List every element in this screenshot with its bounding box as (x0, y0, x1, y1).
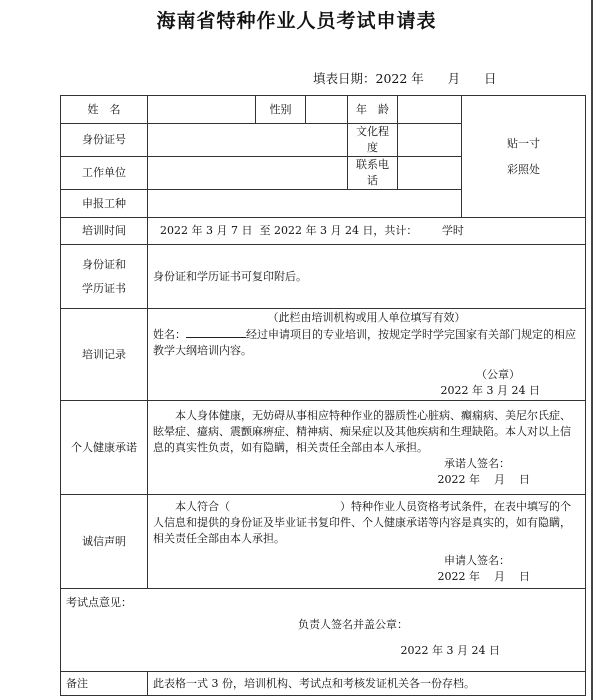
id-diploma-note: 身份证和学历证书可复印附后。 (148, 245, 586, 309)
exam-site-cell (61, 589, 586, 672)
trainee-name-blank[interactable] (186, 326, 246, 338)
integrity-text-pre: 本人符合（ (175, 499, 230, 513)
integrity-text-post: ）特种作业人员资格考试条件，在表中填写的个人信息和提供的身份证及毕业证书复印件、个人健康承诺等内容是真实的，如有隐瞒，相关责任全部由本人承担。 (153, 499, 571, 545)
application-form-table (60, 95, 586, 696)
exam-site-date: 2022 年 3 月 24 日 (400, 644, 500, 657)
employer-field[interactable] (148, 157, 348, 190)
integrity-date: 2022 年 月 日 (437, 569, 530, 583)
age-label: 年 龄 (348, 96, 398, 124)
job-type-field[interactable] (148, 190, 462, 218)
training-record-text: 经过申请项目的专业培训，按规定学时学完国家有关部门规定的相应教学大纲培训内容。 (153, 328, 576, 357)
remark-text: 此表格一式 3 份，培训机构、考试点和考核发证机关各一份存档。 (148, 672, 586, 696)
training-record-label: 培训记录 (61, 309, 148, 401)
exam-site-signature: 负责人签名并盖公章： (298, 618, 408, 631)
trainee-name-prefix: 姓名： (153, 328, 186, 341)
health-commitment-date: 2022 年 月 日 (437, 472, 530, 486)
exam-site-label: 考试点意见： (66, 596, 132, 609)
employer-label: 工作单位 (61, 157, 148, 190)
integrity-text (153, 499, 580, 547)
health-commitment-signature: 承诺人签名： (444, 456, 510, 470)
training-record-header: （此栏由培训机构或用人单位填写有效） (267, 311, 466, 324)
training-record-body (153, 326, 580, 359)
health-commitment-cell (148, 401, 586, 495)
job-type-label: 申报工种 (61, 190, 148, 218)
training-record-seal: （公章） (476, 368, 520, 381)
integrity-signature: 申请人签名： (444, 553, 510, 567)
training-record-cell (148, 309, 586, 401)
id-number-label: 身份证号 (61, 124, 148, 157)
id-diploma-label: 身份证和 学历证书 (61, 245, 148, 309)
remark-label: 备注 (61, 672, 148, 696)
fill-date: 填表日期：2022 年 月 日 (313, 71, 497, 86)
training-record-date: 2022 年 3 月 24 日 (440, 384, 540, 397)
education-label: 文化程度 (348, 124, 398, 157)
phone-label: 联系电话 (348, 157, 398, 190)
gender-label: 性别 (256, 96, 306, 124)
health-commitment-label: 个人健康承诺 (61, 401, 148, 495)
name-label: 姓 名 (61, 96, 148, 124)
health-commitment-text: 本人身体健康，无妨碍从事相应特种作业的器质性心脏病、癫痫病、美尼尔氏症、眩晕症、癔病、震颤麻痹症、精神病、痴呆症以及其他疾病和生理缺陷。本人对以上信息的真实性负责，如有隐瞒，相关责任全部由本人承担。 (153, 408, 571, 454)
age-field[interactable] (398, 96, 462, 124)
phone-field[interactable] (398, 157, 462, 190)
gender-field[interactable] (306, 96, 348, 124)
photo-placeholder: 贴一寸 彩照处 (462, 96, 586, 218)
integrity-label: 诚信声明 (61, 495, 148, 589)
id-number-field[interactable] (148, 124, 348, 157)
form-title: 海南省特种作业人员考试申请表 (156, 10, 437, 32)
integrity-cell (148, 495, 586, 589)
training-time-value: 2022 年 3 月 7 日 至 2022 年 3 月 24 日，共计： 学时 (148, 218, 586, 245)
name-field[interactable] (148, 96, 256, 124)
education-field[interactable] (398, 124, 462, 157)
training-time-label: 培训时间 (61, 218, 148, 245)
